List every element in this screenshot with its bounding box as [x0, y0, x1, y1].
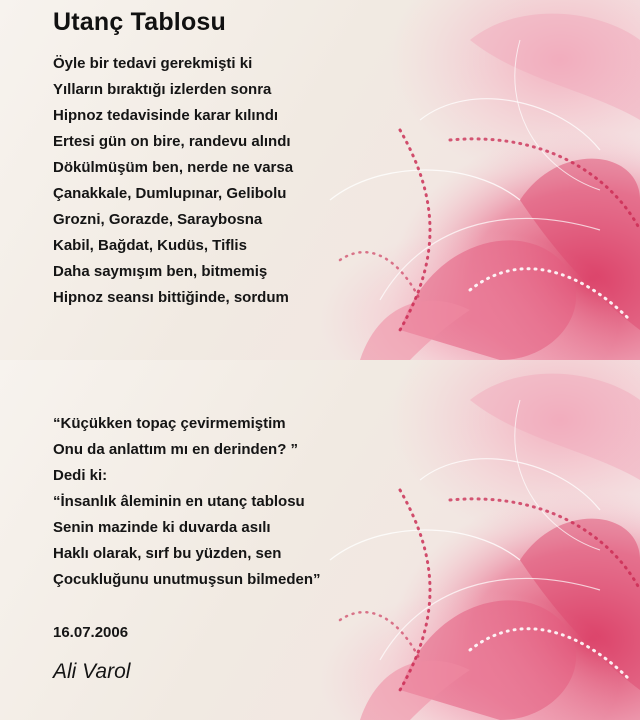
poem-line: Hipnoz tedavisinde karar kılındı [53, 107, 279, 124]
poem-title: Utanç Tablosu [53, 8, 226, 36]
poem-line: Senin mazinde ki duvarda asılı [53, 519, 271, 536]
poem-line: Çocukluğunu unutmuşsun bilmeden” [53, 571, 321, 588]
poem-line: Yılların bıraktığı izlerden sonra [53, 81, 272, 98]
poem-line: Kabil, Bağdat, Kudüs, Tiflis [53, 237, 247, 254]
poem-line: Dedi ki: [53, 467, 108, 484]
poem-line: Çanakkale, Dumlupınar, Gelibolu [53, 185, 287, 202]
poem-line: Hipnoz seansı bittiğinde, sordum [53, 289, 289, 306]
poem-line: Onu da anlattım mı en derinden? ” [53, 441, 299, 458]
author-name: Ali Varol [53, 660, 131, 683]
poem-line: Grozni, Gorazde, Saraybosna [53, 211, 263, 228]
poem-line: Haklı olarak, sırf bu yüzden, sen [53, 545, 282, 562]
poem-line: “İnsanlık âleminin en utanç tablosu [53, 493, 305, 510]
poem-line: Ertesi gün on bire, randevu alındı [53, 133, 291, 150]
poem-date: 16.07.2006 [53, 624, 129, 641]
poem-line: Daha saymışım ben, bitmemiş [53, 263, 268, 280]
stanza-1 [53, 51, 293, 311]
stanza-2 [53, 411, 321, 593]
poem-line: Öyle bir tedavi gerekmişti ki [53, 55, 253, 72]
poem-line: “Küçükken topaç çevirmemiştim [53, 415, 286, 432]
poem-line: Dökülmüşüm ben, nerde ne varsa [53, 159, 294, 176]
